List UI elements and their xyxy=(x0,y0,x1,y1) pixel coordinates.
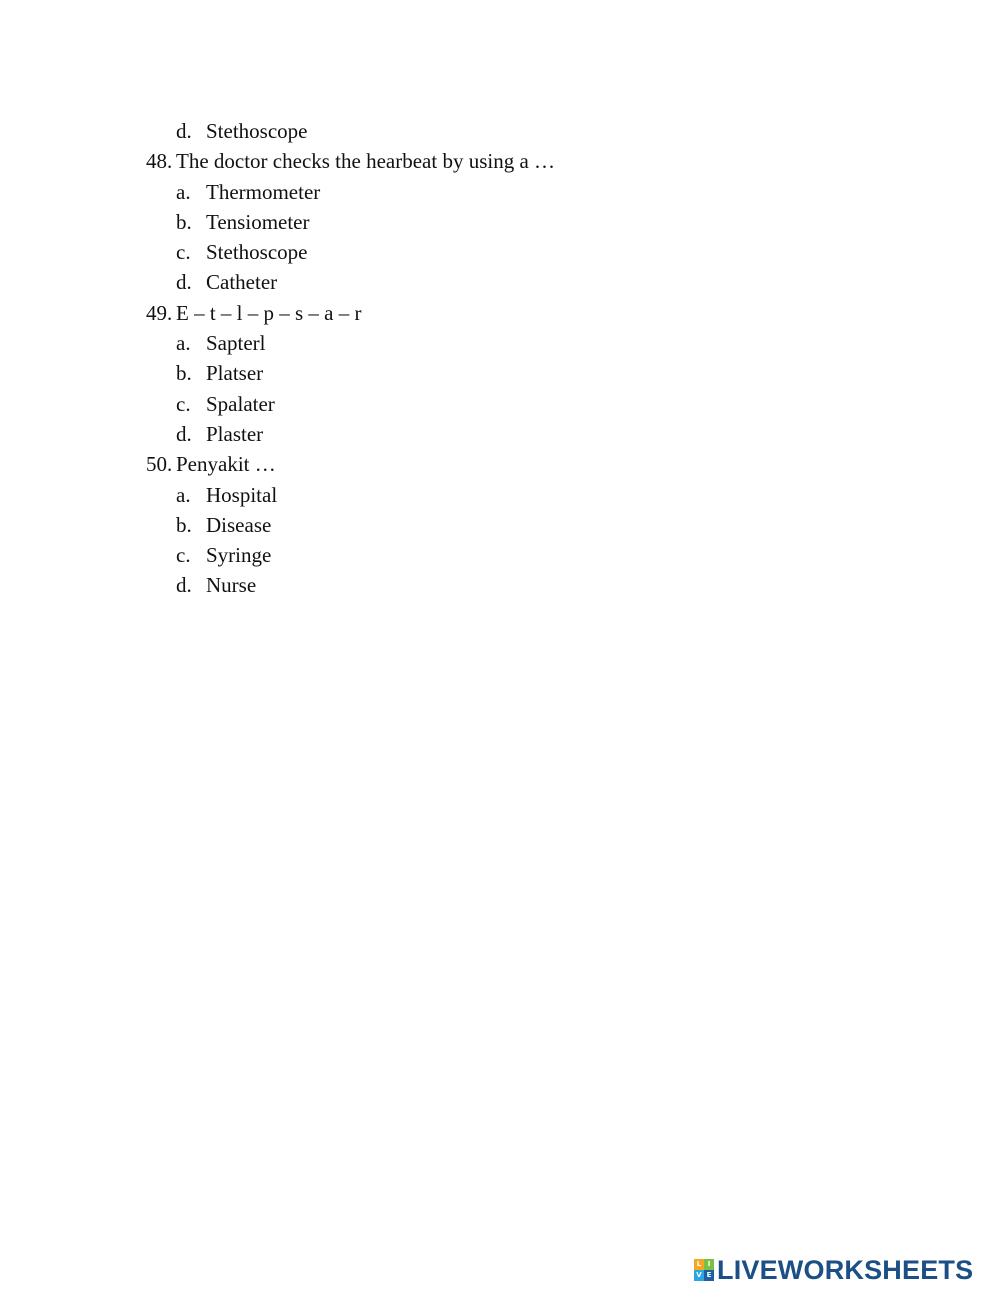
question-text: The doctor checks the hearbeat by using a … xyxy=(176,149,556,174)
option-text: Hospital xyxy=(206,482,278,507)
logo-tile: V xyxy=(694,1270,704,1281)
option-letter: c. xyxy=(176,543,191,568)
question-48 xyxy=(0,146,1000,176)
liveworksheets-logo xyxy=(694,1256,973,1284)
option-row[interactable] xyxy=(0,116,1000,146)
option-row[interactable] xyxy=(0,267,1000,297)
option-text: Sapterl xyxy=(206,331,266,356)
option-letter: a. xyxy=(176,179,191,204)
liveworksheets-logo-icon xyxy=(694,1259,714,1281)
option-text: Plaster xyxy=(206,421,264,446)
option-text: Nurse xyxy=(206,573,257,598)
option-text: Spalater xyxy=(206,391,275,416)
logo-tile: L xyxy=(694,1259,704,1270)
question-50 xyxy=(0,449,1000,479)
option-text: Syringe xyxy=(206,543,272,568)
option-row[interactable] xyxy=(0,177,1000,207)
option-letter: b. xyxy=(176,209,192,234)
option-row[interactable] xyxy=(0,540,1000,570)
option-letter: d. xyxy=(176,573,192,598)
option-row[interactable] xyxy=(0,328,1000,358)
question-text: Penyakit … xyxy=(176,452,276,477)
option-row[interactable] xyxy=(0,389,1000,419)
option-letter: a. xyxy=(176,331,191,356)
option-letter: d. xyxy=(176,270,192,295)
option-row[interactable] xyxy=(0,237,1000,267)
option-text: Thermometer xyxy=(206,179,321,204)
option-text: Disease xyxy=(206,512,272,537)
option-text: Stethoscope xyxy=(206,119,308,143)
worksheet-page xyxy=(0,116,1000,601)
option-text: Catheter xyxy=(206,270,278,295)
option-letter: c. xyxy=(176,391,191,416)
logo-tile: I xyxy=(704,1259,714,1270)
brand-name: LIVEWORKSHEETS xyxy=(717,1255,974,1285)
option-row[interactable] xyxy=(0,207,1000,237)
option-text: Tensiometer xyxy=(206,209,310,234)
option-row[interactable] xyxy=(0,510,1000,540)
option-text: Platser xyxy=(206,361,264,386)
question-number: 50. xyxy=(146,452,173,477)
option-letter: a. xyxy=(176,482,191,507)
question-number: 48. xyxy=(146,149,173,174)
option-letter: b. xyxy=(176,361,192,386)
option-letter: c. xyxy=(176,240,191,265)
option-letter: d. xyxy=(176,421,192,446)
option-row[interactable] xyxy=(0,419,1000,449)
option-text: Stethoscope xyxy=(206,240,308,265)
question-text: E – t – l – p – s – a – r xyxy=(176,300,362,325)
option-letter: b. xyxy=(176,512,192,537)
option-row[interactable] xyxy=(0,358,1000,388)
option-row[interactable] xyxy=(0,480,1000,510)
option-row[interactable] xyxy=(0,570,1000,600)
question-number: 49. xyxy=(146,300,173,325)
logo-tile: E xyxy=(704,1270,714,1281)
question-49 xyxy=(0,298,1000,328)
option-letter: d. xyxy=(176,119,192,143)
